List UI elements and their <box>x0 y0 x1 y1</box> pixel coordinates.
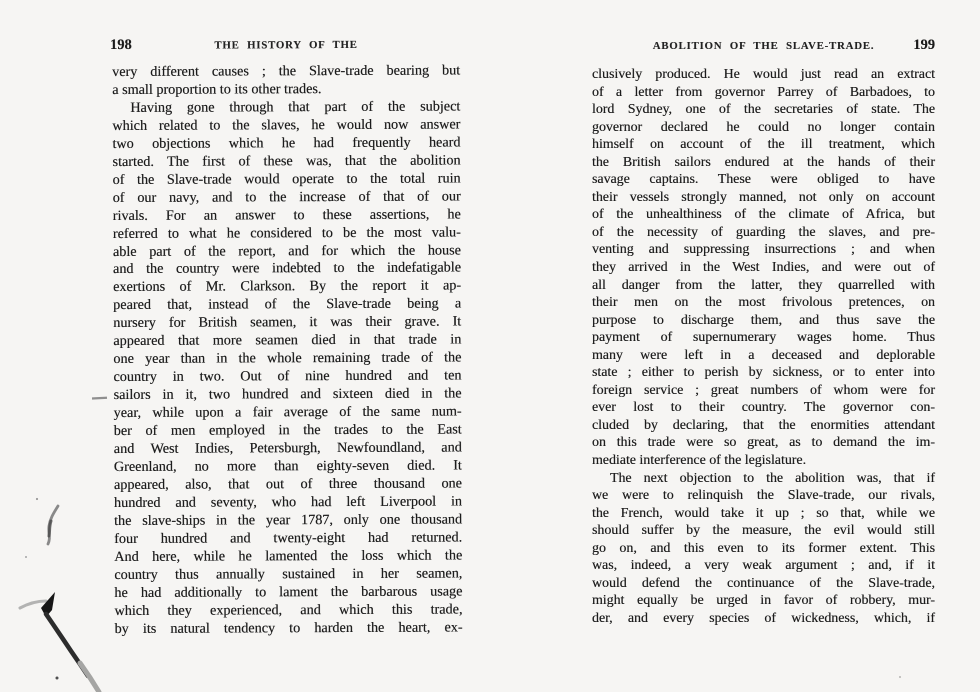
ink-flourish-tail-light <box>80 663 99 692</box>
right-page <box>592 37 935 626</box>
text-line: started. The first of these was, that the abolition <box>112 152 461 170</box>
text-line: on this trade were so great, as to demand the im- <box>592 435 935 451</box>
text-line: and the country were indebted to the indefatigable <box>112 259 462 278</box>
text-line: two objections which he had frequently heard <box>112 134 461 152</box>
scan-speck <box>36 498 38 500</box>
right-page-number: 199 <box>913 37 935 53</box>
text-line: the slave-ships in the year 1787, only one thousand <box>114 511 463 529</box>
text-line: would defend the continuance of the Slave-trade, <box>592 575 935 591</box>
text-line: The next objection to the abolition was, that if <box>610 470 935 486</box>
text-line: himself on account of the ill treatment, which <box>592 137 935 153</box>
left-running-header: THE HISTORY OF THE <box>214 38 358 52</box>
text-line: savage captains. These were obliged to have <box>592 172 935 188</box>
text-line: ber of men employed in the trades to the East <box>113 421 462 440</box>
text-line: their men on the most frivolous pretences, on <box>592 295 935 311</box>
text-line: should suffer by the measure, the evil would still <box>592 523 935 539</box>
text-line: Greenland, no more than eighty-seven died. It <box>113 457 462 475</box>
text-line: peared that, instead of the Slave-trade being a <box>113 295 462 314</box>
text-line: country in two. Out of nine hundred and ten <box>113 367 462 386</box>
text-line: state ; either to perish by sickness, or to enter into <box>592 365 935 381</box>
text-line: hundred and seventy, who had left Liverpool in <box>113 493 463 511</box>
text-line: many were left in a deceased and deplorable <box>592 347 935 363</box>
text-line: the British sailors endured at the hands of their <box>592 154 935 170</box>
text-line: which they experienced, and which this trade, <box>114 601 463 619</box>
text-line: ever lost to their country. The governor con- <box>592 400 935 416</box>
right-page-header <box>592 37 935 58</box>
text-line: might equally be urged in favor of robbery, mur- <box>592 593 935 609</box>
text-line: payment of supernumerary wages home. Thus <box>592 330 935 346</box>
scan-speck <box>56 677 59 680</box>
left-page-header <box>109 36 460 58</box>
right-page-text-column <box>592 66 935 628</box>
ink-flourish-light-stroke <box>20 601 46 608</box>
text-line: appeared that more seamen died in that trade in <box>113 331 462 350</box>
text-line: one year than in the whole remaining trade of the <box>113 349 462 368</box>
text-line: was, indeed, a very weak argument ; and, if it <box>592 558 935 574</box>
text-line: very different causes ; the Slave-trade bearing but <box>112 62 461 80</box>
text-line: exertions of Mr. Clarkson. By the report it ap- <box>113 277 462 296</box>
text-line: lord Sydney, one of the secretaries of state. The <box>592 102 935 118</box>
text-line: go on, and this even to its former extent. This <box>592 540 935 556</box>
left-page <box>109 36 463 637</box>
text-line: we were to relinquish the Slave-trade, our rivals, <box>592 488 935 504</box>
text-line: of the Slave-trade would operate to the total ruin <box>112 170 461 188</box>
ink-flourish-head <box>41 592 55 617</box>
ink-flourish-tail-dark <box>46 614 88 676</box>
text-line: he had additionally to lament the barbarous usage <box>114 583 463 601</box>
text-line: the French, would take it up ; so that, while we <box>592 505 935 521</box>
text-line: of the unhealthiness of the climate of Africa, but <box>592 207 935 223</box>
text-line: clusively produced. He would just read an extract <box>592 67 935 82</box>
text-line: able part of the report, and for which the house <box>112 242 461 260</box>
right-running-header: ABOLITION OF THE SLAVE-TRADE. <box>652 40 875 52</box>
text-line: sailors in it, two hundred and sixteen died in the <box>113 385 462 404</box>
text-line: der, and every species of wickedness, which, if <box>592 610 935 626</box>
text-line: four hundred and twenty-eight had returned. <box>114 529 463 547</box>
text-line: their vessels strongly manned, not only on account <box>592 189 935 205</box>
text-line: they arrived in the West Indies, and were out of <box>592 260 935 276</box>
text-line: nursery for British seamen, it was their grave. It <box>113 313 462 332</box>
text-line: foreign service ; great numbers of whom were for <box>592 382 935 398</box>
text-line: which related to the slaves, he would now answer <box>112 116 461 134</box>
text-line: mediate interference of the legislature. <box>592 453 807 469</box>
text-line: and West Indies, Petersburgh, Newfoundland, and <box>113 439 462 458</box>
left-page-number: 198 <box>109 36 132 54</box>
text-line: governor declared he could no longer contain <box>592 119 935 135</box>
left-page-text-column <box>112 62 463 638</box>
text-line: rivals. For an answer to these assertions, he <box>112 206 461 224</box>
text-line: by its natural tendency to harden the heart, ex- <box>114 619 463 637</box>
text-line: all danger from the latter, they quarrelled with <box>592 277 935 293</box>
text-line: purpose to discharge them, and thus save the <box>592 312 935 328</box>
text-line: country thus annually sustained in her seamen, <box>114 565 463 583</box>
text-line: year, while upon a fair average of the same num- <box>113 403 462 422</box>
text-line: referred to what he considered to be the most valu- <box>112 224 461 242</box>
margin-dash-mark <box>92 397 107 400</box>
text-line: of the necessity of guarding the slaves, and pre- <box>592 224 935 240</box>
scan-speck <box>25 556 27 558</box>
text-line: of our navy, and to the increase of that of our <box>112 188 461 206</box>
scan-speck <box>899 676 901 678</box>
text-line: venting and suppressing insurrections ; and when <box>592 242 935 258</box>
margin-squiggle-mark <box>48 506 58 544</box>
text-line: Having gone through that part of the subject <box>130 98 461 116</box>
margin-squiggle-core <box>49 521 51 536</box>
text-line: cluded by declaring, that the enormities attendant <box>592 417 935 433</box>
text-line: And here, while he lamented the loss which the <box>114 547 463 565</box>
text-line: appeared, also, that out of three thousand one <box>113 475 462 493</box>
text-line: of a letter from governor Parrey of Barbadoes, to <box>592 84 935 100</box>
text-line: a small proportion to its other trades. <box>112 81 322 98</box>
